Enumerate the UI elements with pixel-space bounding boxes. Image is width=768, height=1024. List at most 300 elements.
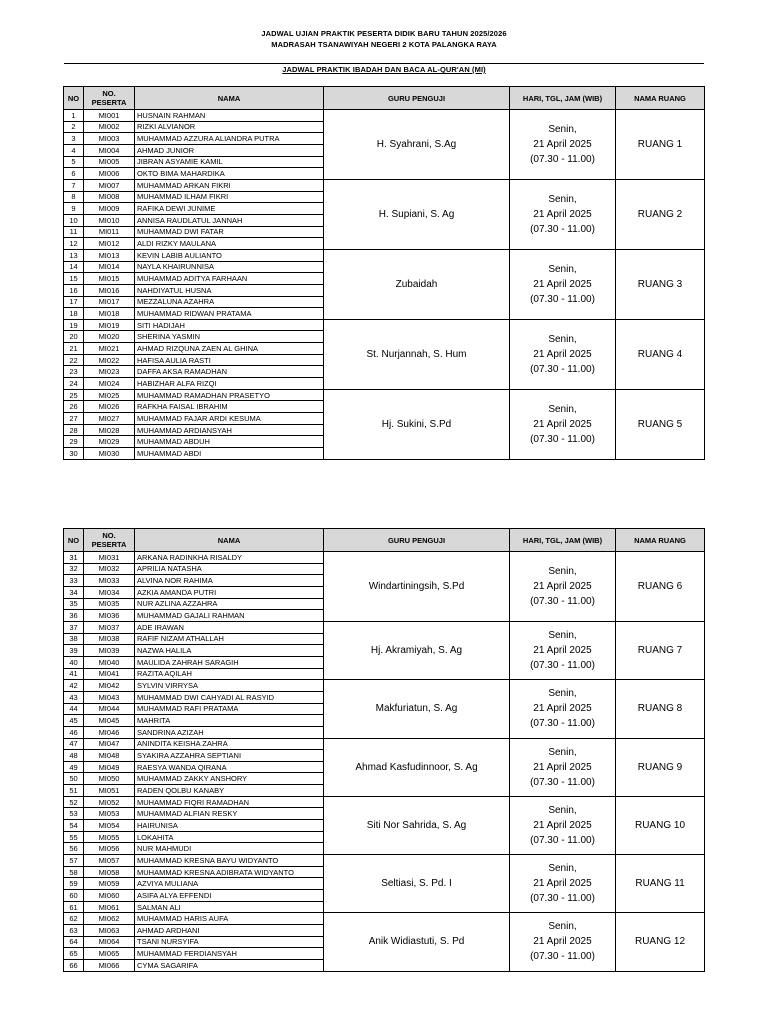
participant-id: MI010: [84, 214, 135, 226]
table-row: [64, 110, 705, 122]
participant-name: OKTO BIMA MAHARDIKA: [135, 168, 324, 180]
row-number: 15: [64, 273, 84, 285]
participant-id: MI055: [84, 831, 135, 843]
participant-name: MUHAMMAD ABDI: [135, 448, 324, 460]
room-name: RUANG 3: [616, 249, 705, 319]
schedule-jam: (07.30 - 11.00): [530, 951, 595, 963]
col-header-no: NO: [64, 529, 84, 552]
participant-name: AHMAD ARDHANI: [135, 925, 324, 937]
row-number: 10: [64, 214, 84, 226]
row-number: 30: [64, 448, 84, 460]
participant-id: MI006: [84, 168, 135, 180]
col-header-nama: NAMA: [135, 87, 324, 110]
schedule-jam: (07.30 - 11.00): [530, 595, 595, 607]
participant-id: MI052: [84, 796, 135, 808]
participant-id: MI064: [84, 936, 135, 948]
participant-name: MUHAMMAD ADITYA FARHAAN: [135, 273, 324, 285]
participant-id: MI003: [84, 133, 135, 145]
participant-name: MUHAMMAD RAMADHAN PRASETYO: [135, 389, 324, 401]
room-name: RUANG 1: [616, 110, 705, 180]
participant-name: MUHAMMAD FIQRI RAMADHAN: [135, 796, 324, 808]
row-number: 41: [64, 668, 84, 680]
row-number: 14: [64, 261, 84, 273]
participant-name: MUHAMMAD RAFI PRATAMA: [135, 703, 324, 715]
participant-id: MI016: [84, 284, 135, 296]
participant-id: MI005: [84, 156, 135, 168]
schedule-tgl: 21 April 2025: [533, 761, 592, 773]
participant-id: MI047: [84, 738, 135, 750]
participant-name: SYLVIN VIRRYSA: [135, 680, 324, 692]
row-number: 39: [64, 645, 84, 657]
schedule-jam: (07.30 - 11.00): [530, 893, 595, 905]
table-row: [64, 389, 705, 401]
table-row: [64, 249, 705, 261]
participant-name: ARKANA RADINKHA RISALDY: [135, 552, 324, 564]
schedule-tgl: 21 April 2025: [533, 208, 592, 220]
examiner-name: H. Syahrani, S.Ag: [324, 110, 510, 180]
participant-name: RADEN QOLBU KANABY: [135, 785, 324, 797]
row-number: 45: [64, 715, 84, 727]
schedule-jam: (07.30 - 11.00): [530, 363, 595, 375]
participant-name: ALVINA NOR RAHIMA: [135, 575, 324, 587]
participant-name: MEZZALUNA AZAHRA: [135, 296, 324, 308]
col-header-peserta-line2: PESERTA: [91, 98, 127, 107]
participant-name: MUHAMMAD ARKAN FIKRI: [135, 179, 324, 191]
participant-name: HAFISA AULIA RASTI: [135, 354, 324, 366]
participant-name: MUHAMMAD ARDIANSYAH: [135, 424, 324, 436]
participant-name: MAHRITA: [135, 715, 324, 727]
schedule-subtitle: JADWAL PRAKTIK IBADAH DAN BACA AL-QUR'AN (MI): [282, 65, 486, 74]
participant-name: HAIRUNISA: [135, 820, 324, 832]
participant-name: SHERINA YASMIN: [135, 331, 324, 343]
schedule-hari: Senin,: [548, 193, 577, 205]
participant-name: MUHAMMAD DWI FATAR: [135, 226, 324, 238]
row-number: 28: [64, 424, 84, 436]
row-number: 13: [64, 249, 84, 261]
participant-name: MUHAMMAD RIDWAN PRATAMA: [135, 308, 324, 320]
participant-id: MI015: [84, 273, 135, 285]
row-number: 56: [64, 843, 84, 855]
participant-id: MI023: [84, 366, 135, 378]
table-body: [64, 552, 705, 972]
participant-id: MI063: [84, 925, 135, 937]
table-header-row: [64, 87, 705, 110]
schedule-jam: (07.30 - 11.00): [530, 776, 595, 788]
document-title: JADWAL UJIAN PRAKTIK PESERTA DIDIK BARU TAHUN 2025/2026: [261, 29, 507, 38]
participant-name: RAESYA WANDA QIRANA: [135, 761, 324, 773]
col-header-hari: HARI, TGL, JAM (WIB): [510, 87, 616, 110]
participant-name: SANDRINA AZIZAH: [135, 726, 324, 738]
participant-id: MI051: [84, 785, 135, 797]
participant-name: ANNISA RAUDLATUL JANNAH: [135, 214, 324, 226]
participant-name: AZKIA AMANDA PUTRI: [135, 586, 324, 598]
participant-id: MI049: [84, 761, 135, 773]
participant-name: DAFFA AKSA RAMADHAN: [135, 366, 324, 378]
examiner-name: Ahmad Kasfudinnoor, S. Ag: [324, 738, 510, 796]
row-number: 12: [64, 238, 84, 250]
participant-id: MI017: [84, 296, 135, 308]
participant-name: NUR AZLINA AZZAHRA: [135, 598, 324, 610]
exam-schedule: [510, 552, 616, 622]
row-number: 57: [64, 855, 84, 867]
table-row: [64, 796, 705, 808]
participant-id: MI044: [84, 703, 135, 715]
participant-name: SITI HADIJAH: [135, 319, 324, 331]
examiner-name: Zubaidah: [324, 249, 510, 319]
examiner-name: Makfuriatun, S. Ag: [324, 680, 510, 738]
schedule-tgl: 21 April 2025: [533, 878, 592, 890]
col-header-ruang: NAMA RUANG: [616, 87, 705, 110]
col-header-nama: NAMA: [135, 529, 324, 552]
room-name: RUANG 4: [616, 319, 705, 389]
row-number: 54: [64, 820, 84, 832]
schedule-tgl: 21 April 2025: [533, 703, 592, 715]
row-number: 66: [64, 959, 84, 971]
participant-id: MI048: [84, 750, 135, 762]
row-number: 11: [64, 226, 84, 238]
participant-id: MI058: [84, 866, 135, 878]
participant-id: MI026: [84, 401, 135, 413]
participant-id: MI050: [84, 773, 135, 785]
participant-name: MUHAMMAD ABDUH: [135, 436, 324, 448]
participant-id: MI029: [84, 436, 135, 448]
participant-name: RAFIF NIZAM ATHALLAH: [135, 633, 324, 645]
participant-id: MI056: [84, 843, 135, 855]
header-divider: [64, 63, 704, 64]
room-name: RUANG 11: [616, 855, 705, 913]
schedule-tgl: 21 April 2025: [533, 348, 592, 360]
participant-id: MI004: [84, 144, 135, 156]
participant-id: MI038: [84, 633, 135, 645]
participant-name: ALDI RIZKY MAULANA: [135, 238, 324, 250]
row-number: 59: [64, 878, 84, 890]
row-number: 51: [64, 785, 84, 797]
table-row: [64, 913, 705, 925]
col-header-peserta-line1: NO.: [102, 531, 116, 540]
participant-name: JIBRAN ASYAMIE KAMIL: [135, 156, 324, 168]
schedule-jam: (07.30 - 11.00): [530, 293, 595, 305]
participant-id: MI014: [84, 261, 135, 273]
exam-schedule: [510, 855, 616, 913]
table-body: [64, 110, 705, 460]
exam-schedule: [510, 621, 616, 679]
schedule-hari: Senin,: [548, 403, 577, 415]
examiner-name: Windartiningsih, S.Pd: [324, 552, 510, 622]
participant-id: MI046: [84, 726, 135, 738]
participant-name: ADE IRAWAN: [135, 621, 324, 633]
row-number: 40: [64, 656, 84, 668]
exam-schedule: [510, 179, 616, 249]
schedule-tgl: 21 April 2025: [533, 278, 592, 290]
participant-id: MI021: [84, 343, 135, 355]
participant-id: MI039: [84, 645, 135, 657]
table-row: [64, 179, 705, 191]
participant-name: MUHAMMAD GAJALI RAHMAN: [135, 610, 324, 622]
examiner-name: Siti Nor Sahrida, S. Ag: [324, 796, 510, 854]
participant-name: MUHAMMAD KRESNA ADIBRATA WIDYANTO: [135, 866, 324, 878]
row-number: 6: [64, 168, 84, 180]
row-number: 38: [64, 633, 84, 645]
row-number: 9: [64, 203, 84, 215]
table-header-row: [64, 529, 705, 552]
participant-name: AHMAD RIZQUNA ZAEN AL GHINA: [135, 343, 324, 355]
participant-id: MI022: [84, 354, 135, 366]
col-header-peserta-line1: NO.: [102, 89, 116, 98]
table-row: [64, 319, 705, 331]
participant-id: MI054: [84, 820, 135, 832]
row-number: 36: [64, 610, 84, 622]
row-number: 35: [64, 598, 84, 610]
row-number: 22: [64, 354, 84, 366]
schedule-jam: (07.30 - 11.00): [530, 660, 595, 672]
exam-schedule: [510, 319, 616, 389]
participant-id: MI019: [84, 319, 135, 331]
schedule-tgl: 21 April 2025: [533, 418, 592, 430]
participant-name: RAZITA AQILAH: [135, 668, 324, 680]
participant-id: MI035: [84, 598, 135, 610]
schedule-tgl: 21 April 2025: [533, 580, 592, 592]
row-number: 8: [64, 191, 84, 203]
schedule-jam: (07.30 - 11.00): [530, 718, 595, 730]
participant-id: MI059: [84, 878, 135, 890]
row-number: 25: [64, 389, 84, 401]
schedule-hari: Senin,: [548, 565, 577, 577]
row-number: 50: [64, 773, 84, 785]
col-header-peserta: [84, 87, 135, 110]
schedule-hari: Senin,: [548, 863, 577, 875]
col-header-guru: GURU PENGUJI: [324, 529, 510, 552]
participant-name: APRILIA NATASHA: [135, 563, 324, 575]
examiner-name: St. Nurjannah, S. Hum: [324, 319, 510, 389]
participant-id: MI020: [84, 331, 135, 343]
row-number: 63: [64, 925, 84, 937]
participant-id: MI053: [84, 808, 135, 820]
schedule-tgl: 21 April 2025: [533, 819, 592, 831]
schedule-hari: Senin,: [548, 630, 577, 642]
participant-id: MI008: [84, 191, 135, 203]
participant-name: RAFKHA FAISAL IBRAHIM: [135, 401, 324, 413]
table-row: [64, 855, 705, 867]
schedule-hari: Senin,: [548, 263, 577, 275]
participant-id: MI040: [84, 656, 135, 668]
participant-name: HUSNAIN RAHMAN: [135, 110, 324, 122]
room-name: RUANG 2: [616, 179, 705, 249]
participant-id: MI025: [84, 389, 135, 401]
row-number: 18: [64, 308, 84, 320]
col-header-guru: GURU PENGUJI: [324, 87, 510, 110]
row-number: 17: [64, 296, 84, 308]
participant-id: MI041: [84, 668, 135, 680]
exam-schedule: [510, 389, 616, 459]
participant-id: MI057: [84, 855, 135, 867]
schedule-jam: (07.30 - 11.00): [530, 223, 595, 235]
table-row: [64, 738, 705, 750]
row-number: 53: [64, 808, 84, 820]
row-number: 52: [64, 796, 84, 808]
examiner-name: H. Supiani, S. Ag: [324, 179, 510, 249]
schedule-jam: (07.30 - 11.00): [530, 153, 595, 165]
room-name: RUANG 9: [616, 738, 705, 796]
schedule-table-2: [63, 528, 705, 972]
participant-id: MI061: [84, 901, 135, 913]
participant-id: MI037: [84, 621, 135, 633]
row-number: 32: [64, 563, 84, 575]
row-number: 44: [64, 703, 84, 715]
participant-id: MI066: [84, 959, 135, 971]
row-number: 62: [64, 913, 84, 925]
participant-name: ANINDITA KEISHA ZAHRA: [135, 738, 324, 750]
table-row: [64, 621, 705, 633]
examiner-name: Hj. Akramiyah, S. Ag: [324, 621, 510, 679]
row-number: 19: [64, 319, 84, 331]
examiner-name: Anik Widiastuti, S. Pd: [324, 913, 510, 971]
participant-id: MI013: [84, 249, 135, 261]
schedule-hari: Senin,: [548, 804, 577, 816]
participant-id: MI036: [84, 610, 135, 622]
participant-id: MI031: [84, 552, 135, 564]
schedule-jam: (07.30 - 11.00): [530, 834, 595, 846]
row-number: 46: [64, 726, 84, 738]
participant-id: MI045: [84, 715, 135, 727]
schedule-hari: Senin,: [548, 921, 577, 933]
participant-id: MI007: [84, 179, 135, 191]
participant-name: MUHAMMAD HARIS AUFA: [135, 913, 324, 925]
participant-name: MUHAMMAD ILHAM FIKRI: [135, 191, 324, 203]
room-name: RUANG 6: [616, 552, 705, 622]
participant-name: MUHAMMAD AZZURA ALIANDRA PUTRA: [135, 133, 324, 145]
participant-name: HABIZHAR ALFA RIZQI: [135, 378, 324, 390]
school-name: MADRASAH TSANAWIYAH NEGERI 2 KOTA PALANGKA RAYA: [271, 40, 497, 49]
schedule-tgl: 21 April 2025: [533, 645, 592, 657]
schedule-hari: Senin,: [548, 688, 577, 700]
participant-name: RIZKI ALVIANOR: [135, 121, 324, 133]
row-number: 64: [64, 936, 84, 948]
participant-name: SALMAN ALI: [135, 901, 324, 913]
room-name: RUANG 5: [616, 389, 705, 459]
row-number: 43: [64, 691, 84, 703]
participant-name: NAHDIYATUL HUSNA: [135, 284, 324, 296]
exam-schedule: [510, 738, 616, 796]
participant-name: MUHAMMAD ZAKKY ANSHORY: [135, 773, 324, 785]
row-number: 65: [64, 948, 84, 960]
participant-name: ASIFA ALYA EFFENDI: [135, 890, 324, 902]
exam-schedule: [510, 796, 616, 854]
row-number: 48: [64, 750, 84, 762]
row-number: 61: [64, 901, 84, 913]
participant-id: MI060: [84, 890, 135, 902]
col-header-peserta: [84, 529, 135, 552]
participant-name: MUHAMMAD FAJAR ARDI KESUMA: [135, 413, 324, 425]
row-number: 16: [64, 284, 84, 296]
participant-name: NUR MAHMUDI: [135, 843, 324, 855]
row-number: 26: [64, 401, 84, 413]
row-number: 27: [64, 413, 84, 425]
participant-name: KEVIN LABIB AULIANTO: [135, 249, 324, 261]
row-number: 24: [64, 378, 84, 390]
col-header-no: NO: [64, 87, 84, 110]
row-number: 5: [64, 156, 84, 168]
row-number: 1: [64, 110, 84, 122]
participant-id: MI002: [84, 121, 135, 133]
row-number: 21: [64, 343, 84, 355]
room-name: RUANG 10: [616, 796, 705, 854]
participant-id: MI024: [84, 378, 135, 390]
schedule-jam: (07.30 - 11.00): [530, 433, 595, 445]
room-name: RUANG 8: [616, 680, 705, 738]
row-number: 31: [64, 552, 84, 564]
row-number: 55: [64, 831, 84, 843]
examiner-name: Seltiasi, S. Pd. I: [324, 855, 510, 913]
participant-id: MI028: [84, 424, 135, 436]
col-header-hari: HARI, TGL, JAM (WIB): [510, 529, 616, 552]
examiner-name: Hj. Sukini, S.Pd: [324, 389, 510, 459]
participant-name: TSANI NURSYIFA: [135, 936, 324, 948]
row-number: 29: [64, 436, 84, 448]
participant-id: MI042: [84, 680, 135, 692]
participant-id: MI032: [84, 563, 135, 575]
participant-name: NAYLA KHAIRUNNISA: [135, 261, 324, 273]
row-number: 47: [64, 738, 84, 750]
participant-id: MI011: [84, 226, 135, 238]
col-header-ruang: NAMA RUANG: [616, 529, 705, 552]
row-number: 2: [64, 121, 84, 133]
row-number: 60: [64, 890, 84, 902]
schedule-hari: Senin,: [548, 123, 577, 135]
table-row: [64, 552, 705, 564]
participant-name: LOKAHITA: [135, 831, 324, 843]
participant-id: MI062: [84, 913, 135, 925]
room-name: RUANG 7: [616, 621, 705, 679]
row-number: 49: [64, 761, 84, 773]
row-number: 3: [64, 133, 84, 145]
row-number: 34: [64, 586, 84, 598]
participant-id: MI033: [84, 575, 135, 587]
participant-id: MI018: [84, 308, 135, 320]
row-number: 23: [64, 366, 84, 378]
row-number: 42: [64, 680, 84, 692]
participant-name: MUHAMMAD ALFIAN RESKY: [135, 808, 324, 820]
row-number: 20: [64, 331, 84, 343]
participant-name: MUHAMMAD KRESNA BAYU WIDYANTO: [135, 855, 324, 867]
participant-name: AHMAD JUNIOR: [135, 144, 324, 156]
participant-id: MI001: [84, 110, 135, 122]
schedule-tgl: 21 April 2025: [533, 138, 592, 150]
exam-schedule: [510, 249, 616, 319]
table-row: [64, 680, 705, 692]
participant-id: MI009: [84, 203, 135, 215]
row-number: 33: [64, 575, 84, 587]
row-number: 58: [64, 866, 84, 878]
col-header-peserta-line2: PESERTA: [91, 540, 127, 549]
row-number: 37: [64, 621, 84, 633]
schedule-hari: Senin,: [548, 333, 577, 345]
participant-name: AZVIYA MULIANA: [135, 878, 324, 890]
participant-name: MUHAMMAD FERDIANSYAH: [135, 948, 324, 960]
row-number: 4: [64, 144, 84, 156]
participant-id: MI034: [84, 586, 135, 598]
participant-name: MUHAMMAD DWI CAHYADI AL RASYID: [135, 691, 324, 703]
participant-id: MI027: [84, 413, 135, 425]
schedule-table-1: [63, 86, 705, 460]
participant-id: MI043: [84, 691, 135, 703]
row-number: 7: [64, 179, 84, 191]
participant-name: RAFIKA DEWI JUNIME: [135, 203, 324, 215]
exam-schedule: [510, 913, 616, 971]
exam-schedule: [510, 680, 616, 738]
exam-schedule: [510, 110, 616, 180]
participant-name: NAZWA HALILA: [135, 645, 324, 657]
room-name: RUANG 12: [616, 913, 705, 971]
